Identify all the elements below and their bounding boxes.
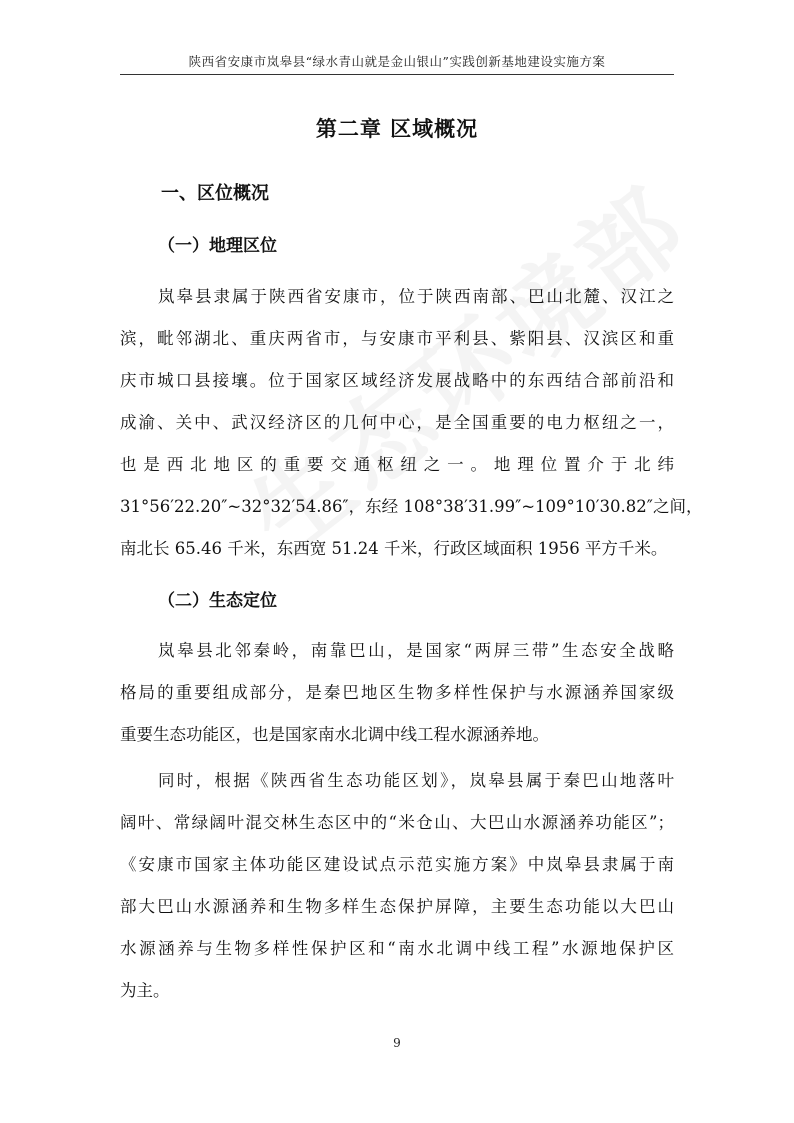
paragraph-line: 31°56′22.20″~32°32′54.86″，东经 108°38′31.99″~109°10′30.82″之间， [120,497,703,516]
paragraph-line: 格局的重要组成部分，是秦巴地区生物多样性保护与水源涵养国家级 [120,683,674,702]
paragraph-line: 水源涵养与生物多样性保护区和“南水北调中线工程”水源地保护区 [120,939,674,958]
paragraph-line: 南北长 65.46 千米，东西宽 51.24 千米，行政区域面积 1956 平方千米。 [120,539,668,558]
header-divider [120,74,674,75]
paragraph-line: 为主。 [120,981,170,1000]
paragraph-line: 岚皋县隶属于陕西省安康市，位于陕西南部、巴山北麓、汉江之 [158,287,674,306]
chapter-title: 第二章 区域概况 [315,117,479,141]
paragraph-line: 滨，毗邻湖北、重庆两省市，与安康市平利县、紫阳县、汉滨区和重 [120,329,674,348]
paragraph-line: 部大巴山水源涵养和生物多样生态保护屏障，主要生态功能以大巴山 [120,897,674,916]
paragraph-line: 同时，根据《陕西省生态功能区划》，岚皋县属于秦巴山地落叶 [158,771,674,790]
paragraph-ecology-2 [120,760,674,1012]
subsection-heading-geography: （一）地理区位 [158,236,277,256]
paragraph-line: 岚皋县北邻秦岭，南靠巴山，是国家“两屏三带”生态安全战略 [158,641,674,660]
subsection-heading-ecology: （二）生态定位 [158,591,277,611]
paragraph-line: 阔叶、常绿阔叶混交林生态区中的“米仓山、大巴山水源涵养功能区”； [120,813,674,832]
paragraph-line: 也是西北地区的重要交通枢纽之一。地理位置介于北纬 [120,455,674,474]
running-header: 陕西省安康市岚皋县“绿水青山就是金山银山”实践创新基地建设实施方案 [188,54,606,69]
paragraph-line: 庆市城口县接壤。位于国家区域经济发展战略中的东西结合部前沿和 [120,371,674,390]
page-number: 9 [393,1036,401,1050]
paragraph-line: 《安康市国家主体功能区建设试点示范实施方案》中岚皋县隶属于南 [120,855,674,874]
paragraph-line: 成渝、关中、武汉经济区的几何中心，是全国重要的电力枢纽之一， [120,413,674,432]
paragraph-line: 重要生态功能区，也是国家南水北调中线工程水源涵养地。 [120,725,549,744]
paragraph-geography [120,276,703,570]
section-heading-location: 一、区位概况 [161,183,269,204]
paragraph-ecology-1 [120,630,674,756]
